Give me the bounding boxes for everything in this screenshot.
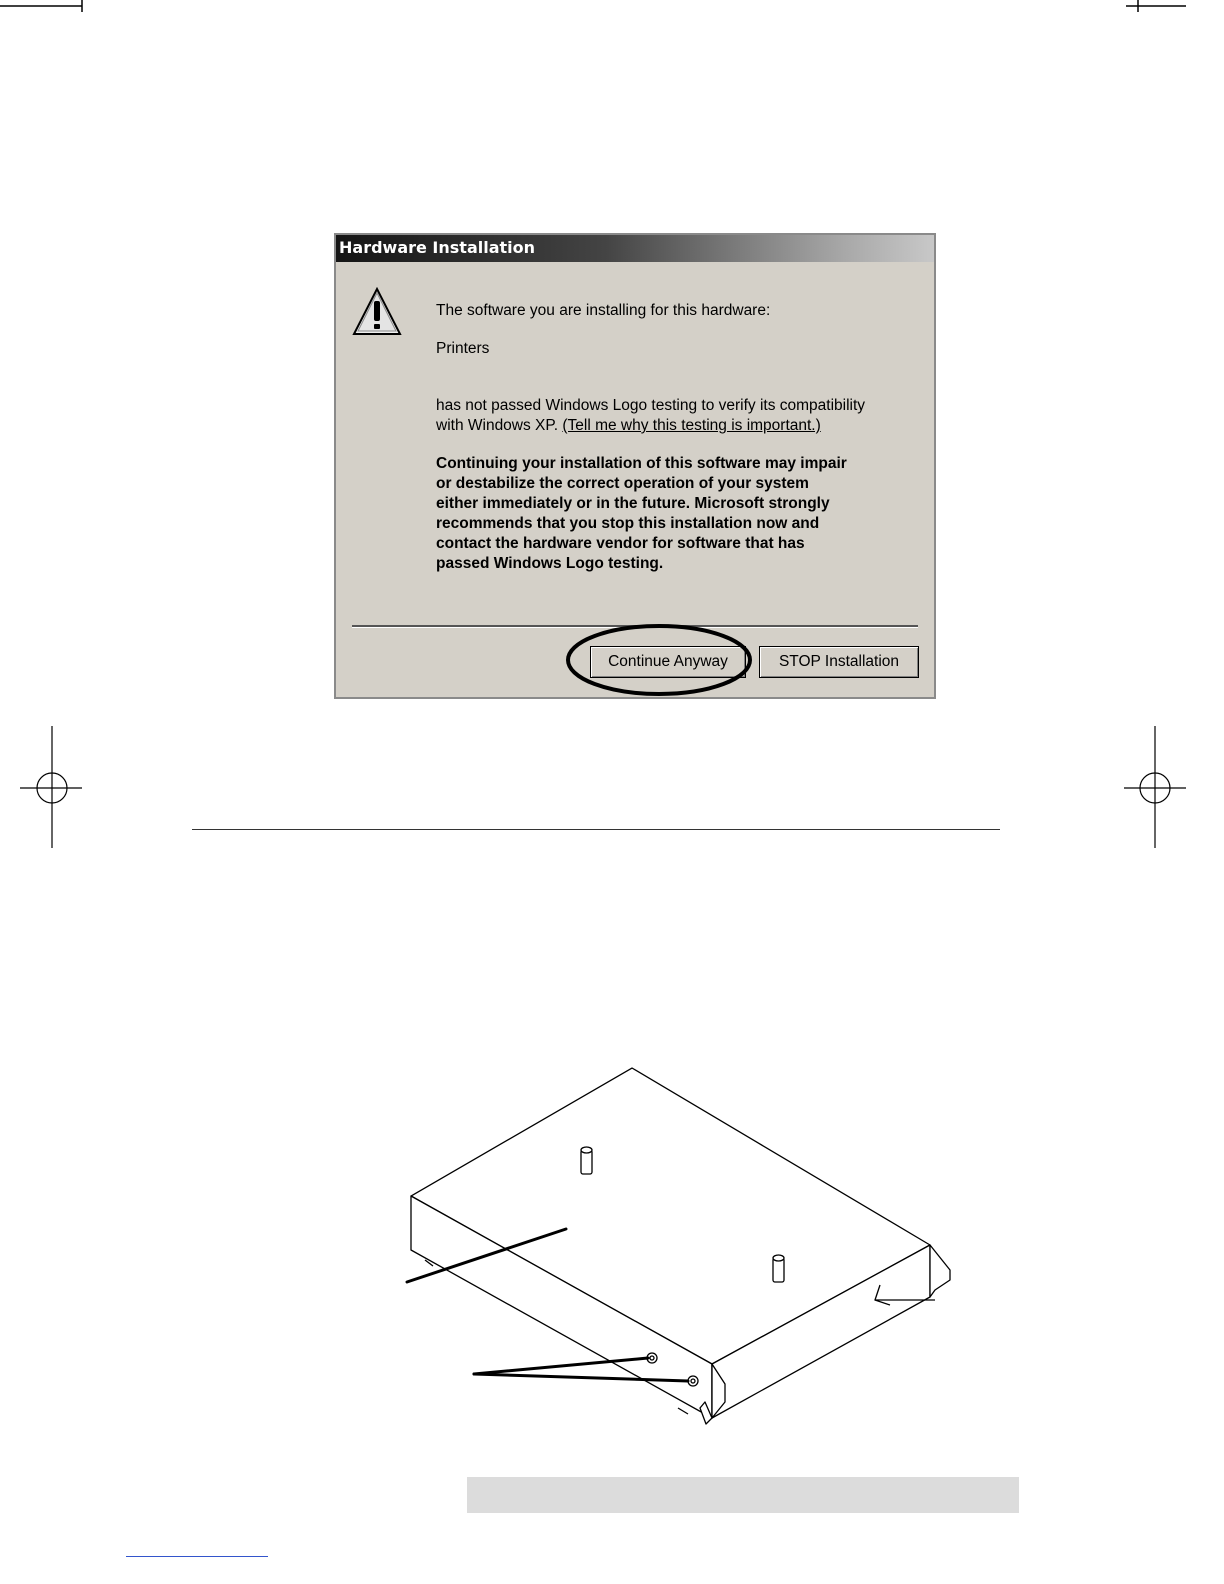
warning-line-4: recommends that you stop this installation now and — [436, 515, 820, 532]
continue-anyway-button[interactable]: Continue Anyway — [590, 646, 746, 678]
drive-bracket-illustration — [390, 1060, 960, 1430]
stop-installation-button[interactable]: STOP Installation — [759, 646, 919, 678]
title-bar[interactable] — [336, 235, 934, 262]
footer-link-underline — [126, 1556, 268, 1557]
warning-icon — [352, 287, 402, 337]
warning-line-5: contact the hardware vendor for software that has — [436, 535, 805, 552]
logo-test-text-2 — [436, 416, 821, 436]
device-name: Printers — [436, 340, 490, 357]
shaded-note-box — [467, 1477, 1019, 1513]
dialog-title: Hardware Installation — [339, 238, 536, 257]
warning-line-3: either immediately or in the future. Microsoft strongly — [436, 495, 830, 512]
message-text: The software you are installing for this hardware: — [436, 302, 771, 319]
warning-line-6: passed Windows Logo testing. — [436, 555, 664, 572]
logo-test-prefix: with Windows XP. — [436, 417, 563, 434]
logo-test-text: has not passed Windows Logo testing to verify its compatibility — [436, 397, 866, 414]
warning-line-2: or destabilize the correct operation of your system — [436, 475, 809, 492]
highlight-circle — [564, 622, 754, 698]
tell-me-why-link[interactable]: (Tell me why this testing is important.) — [562, 417, 821, 434]
section-divider — [192, 829, 1000, 830]
warning-line-1: Continuing your installation of this software may impair — [436, 455, 847, 472]
hardware-installation-dialog — [334, 233, 936, 699]
